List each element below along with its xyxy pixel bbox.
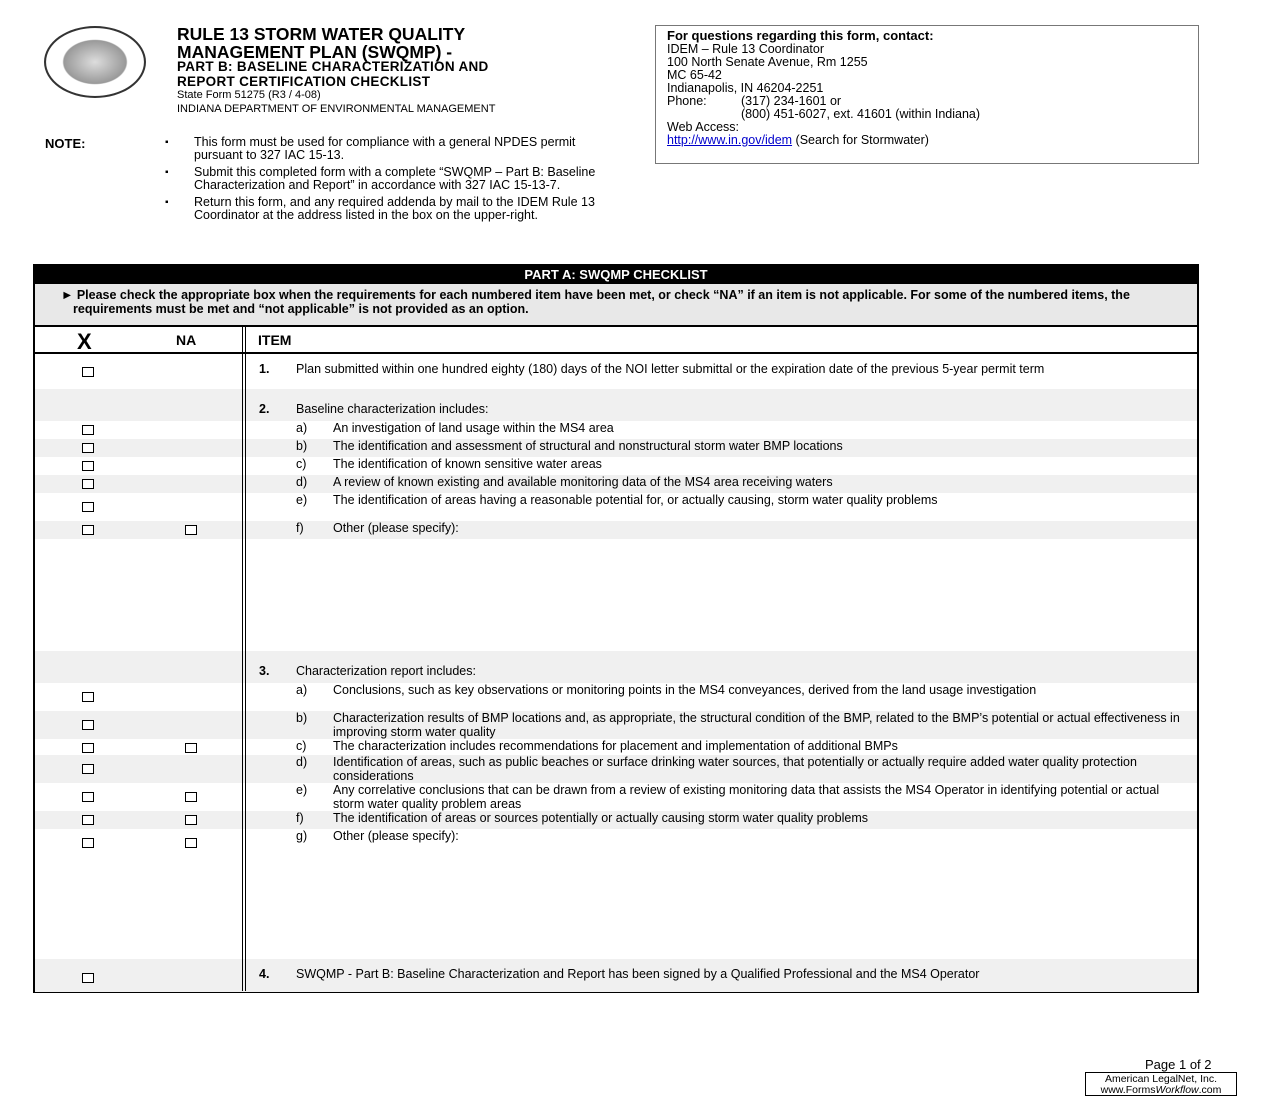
checkbox-completed[interactable] [82,815,94,825]
checkbox-completed[interactable] [82,838,94,848]
checklist-row [35,829,1197,959]
title-line-2: MANAGEMENT PLAN (SWQMP) - [177,42,453,62]
checklist-row [35,651,1197,683]
checkbox-completed[interactable] [82,525,94,535]
item-text: Characterization results of BMP locations and, as appropriate, the structural condition of the BMP, related to the BMP’s potential or actual effectiveness in improving storm water quality [333,711,1180,739]
checkbox-na[interactable] [185,792,197,802]
item-number: e) [296,493,308,507]
agency-name: INDIANA DEPARTMENT OF ENVIRONMENTAL MANAGEMENT [177,103,496,115]
checkbox-na[interactable] [185,815,197,825]
phone-label: Phone: [667,94,707,108]
checkbox-na[interactable] [185,838,197,848]
column-header-item: ITEM [258,332,292,348]
item-text: An investigation of land usage within the MS4 area [333,421,614,435]
item-number: b) [296,439,308,453]
item-number: f) [296,811,304,825]
column-header-x: X [77,329,92,354]
item-number: a) [296,683,308,697]
item-number: 4. [259,967,270,981]
website-italic: Workflow [1155,1084,1199,1096]
checkbox-completed[interactable] [82,764,94,774]
note-bullet: ▪ Submit this completed form with a complete “SWQMP – Part B: Baseline Characterization and Report” in accordance with 327 IAC 15-13-7. [165,166,610,192]
item-number: 1. [259,362,270,376]
column-header-na: NA [176,332,197,348]
checklist-instructions: ► Please check the appropriate box when the requirements for each numbered item have been met, or check “NA” if an item is not applicable. For some of the numbered items, the requirements must be met and “not applicable” is not provided as an option. [35,284,1197,327]
item-text: Plan submitted within one hundred eighty (180) days of the NOI letter submittal or the expiration date of the previous 5-year permit term [296,362,1045,376]
item-text: SWQMP - Part B: Baseline Characterization and Report has been signed by a Qualified Professional and the MS4 Operator [296,967,980,981]
item-number: 3. [259,664,270,678]
form-number: State Form 51275 (R3 / 4-08) [177,89,321,101]
note-bullet: ▪ Return this form, and any required addenda by mail to the IDEM Rule 13 Coordinator at the address listed in the box on the upper-right. [165,196,610,222]
item-text: Any correlative conclusions that can be drawn from a review of existing monitoring data that assists the MS4 Operator in identifying potential or actual storm water quality problem areas [333,783,1160,811]
item-text: The identification of areas having a reasonable potential for, or actually causing, storm water quality problems [333,493,938,507]
item-text: Baseline characterization includes: [296,402,489,416]
checklist-row [35,521,1197,539]
item-text: Characterization report includes: [296,664,476,678]
checklist-row [35,683,1197,711]
item-number: a) [296,421,308,435]
title-line-1: RULE 13 STORM WATER QUALITY [177,24,466,44]
checklist-row [35,811,1197,829]
checklist-row [35,354,1197,389]
indiana-state-seal [44,26,146,98]
form-title [177,25,465,61]
checklist-row [35,755,1197,783]
item-text: The characterization includes recommendations for placement and implementation of additional BMPs [333,739,898,753]
checkbox-na[interactable] [185,743,197,753]
checkbox-completed[interactable] [82,692,94,702]
web-line [667,134,1187,147]
checklist-row [35,783,1197,811]
web-label: Web Access: [667,120,740,134]
checkbox-completed[interactable] [82,367,94,377]
checkbox-completed[interactable] [82,973,94,983]
note-bullet: ▪ This form must be used for compliance with a general NPDES permit pursuant to 327 IAC 15-13. [165,136,610,162]
checklist-row [35,711,1197,739]
note-label: NOTE: [45,136,86,151]
phone-1: (317) 234-1601 or [741,94,842,108]
contact-line: MC 65-42 [667,68,722,82]
publisher-box [1085,1072,1237,1096]
checklist-row [35,457,1197,475]
item-text: The identification of areas or sources potentially or actually causing storm water quality problems [333,811,868,825]
checklist-row [35,475,1197,493]
contact-box [655,25,1199,164]
checkbox-completed[interactable] [82,743,94,753]
checkbox-completed[interactable] [82,425,94,435]
column-divider [242,327,246,991]
web-note: (Search for Stormwater) [792,133,929,147]
item-text: The identification and assessment of structural and nonstructural storm water BMP locations [333,439,843,453]
contact-line: IDEM – Rule 13 Coordinator [667,42,825,56]
item-number: d) [296,475,308,489]
checkbox-completed[interactable] [82,461,94,471]
column-header-row [35,327,1197,354]
item-number: f) [296,521,304,535]
checkbox-completed[interactable] [82,502,94,512]
checklist-row [35,739,1197,755]
checkbox-completed[interactable] [82,443,94,453]
item-number: d) [296,755,308,769]
checkbox-na[interactable] [185,525,197,535]
item-text: The identification of known sensitive water areas [333,457,602,471]
swqmp-checklist-table [33,264,1199,993]
item-text: Identification of areas, such as public beaches or surface drinking water sources, that potentially or actually require added water quality protection considerations [333,755,1137,783]
publisher-website [1090,1085,1232,1096]
item-number: g) [296,829,308,843]
item-number: 2. [259,402,270,416]
contact-line: Indianapolis, IN 46204-2251 [667,81,824,95]
item-number: e) [296,783,308,797]
checklist-rows [35,354,1197,992]
contact-line: 100 North Senate Avenue, Rm 1255 [667,55,868,69]
item-text: Conclusions, such as key observations or monitoring points in the MS4 conveyances, derived from the land usage investigation [333,683,1037,697]
checklist-row [35,493,1197,521]
checklist-row [35,389,1197,421]
phone-2: (800) 451-6027, ext. 41601 (within Indiana) [741,107,981,121]
note-bullets [165,136,610,226]
form-subtitle [177,60,489,89]
checklist-row [35,439,1197,457]
website-prefix: www.Forms [1100,1084,1156,1096]
page-number: Page 1 of 2 [1145,1057,1212,1072]
checkbox-completed[interactable] [82,720,94,730]
item-text: Other (please specify): [333,829,459,843]
item-text: A review of known existing and available monitoring data of the MS4 area receiving waters [333,475,833,489]
item-number: c) [296,739,307,753]
checkbox-completed[interactable] [82,792,94,802]
website-suffix: .com [1198,1084,1222,1096]
item-text: Other (please specify): [333,521,459,535]
checklist-title: PART A: SWQMP CHECKLIST [35,266,1197,284]
checkbox-completed[interactable] [82,479,94,489]
contact-heading: For questions regarding this form, contact: [667,28,934,43]
specify-area [35,539,1197,651]
idem-web-link[interactable]: http://www.in.gov/idem [667,133,793,147]
checklist-row [35,959,1197,992]
checklist-row [35,421,1197,439]
subtitle-line-2: REPORT CERTIFICATION CHECKLIST [177,73,431,89]
subtitle-line-1: PART B: BASELINE CHARACTERIZATION AND [177,59,489,74]
item-number: c) [296,457,307,471]
publisher-name: American LegalNet, Inc. [1104,1073,1218,1085]
item-number: b) [296,711,308,725]
